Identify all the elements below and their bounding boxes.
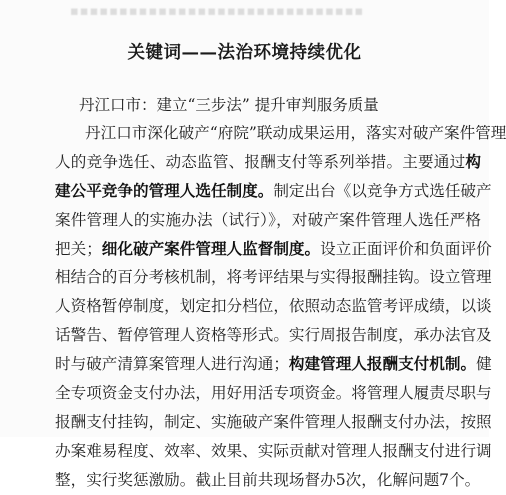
bleed-through-text: ▪▪▪▪▪▪▪▪▪▪▪▪▪▪▪▪▪▪▪▪▪▪▪▪▪▪▪▪▪▪ bbox=[70, 4, 365, 19]
body-text: 全专项资金支付办法，用好用活专项资金。将管理人履责尽职与 bbox=[55, 384, 492, 403]
paragraph-line bbox=[55, 466, 481, 495]
paragraph-line bbox=[55, 177, 492, 206]
body-text: 把关； bbox=[55, 239, 102, 258]
page-title: 关键词——法治环境持续优化 bbox=[127, 43, 362, 63]
paragraph-line bbox=[55, 292, 492, 321]
paragraph-line bbox=[55, 379, 492, 408]
body-paragraph bbox=[55, 119, 506, 495]
body-text: 整，实行奖惩激励。截止目前共现场督办5次，化解问题7个。 bbox=[55, 470, 481, 489]
body-text: 设立正面评价和负面评价 bbox=[320, 239, 492, 258]
body-text: 制定出台《以竞争方式选任破产 bbox=[273, 181, 492, 200]
body-text: 办案难易程度、效率、效果、实际贡献对管理人报酬支付进行调 bbox=[55, 441, 492, 460]
paragraph-line bbox=[55, 437, 492, 466]
paragraph-line bbox=[55, 321, 492, 350]
paragraph-line bbox=[55, 263, 492, 292]
emphasis-text: 构建管理人报酬支付机制。 bbox=[288, 354, 477, 374]
body-text: 人资格暂停制度，划定扣分档位，依照动态监管考评成绩，以谈 bbox=[55, 297, 492, 316]
body-text: 人的竞争选任、动态监管、报酬支付等系列举措。主要通过 bbox=[55, 152, 466, 171]
emphasis-text: 构 bbox=[465, 151, 481, 171]
paragraph-line bbox=[55, 148, 481, 177]
body-text: 话警告、暂停管理人资格等形式。实行周报告制度，承办法官及 bbox=[55, 326, 492, 345]
body-text: 健 bbox=[476, 355, 492, 374]
paragraph-line bbox=[55, 350, 492, 379]
body-text: 相结合的百分考核机制，将考评结果与实得报酬挂钩。设立管理 bbox=[55, 268, 492, 287]
body-text: 报酬支付挂钩，制定、实施破产案件管理人报酬支付办法，按照 bbox=[55, 412, 492, 431]
emphasis-text: 细化破产案件管理人监督制度。 bbox=[101, 238, 321, 258]
paragraph-line bbox=[55, 408, 492, 437]
body-text: 案件管理人的实施办法（试行）》，对破产案件管理人选任严格 bbox=[55, 210, 481, 229]
section-subtitle: 丹江口市：建立“三步法” 提升审判服务质量 bbox=[79, 96, 379, 114]
paragraph-line bbox=[55, 119, 506, 148]
emphasis-text: 建公平竞争的管理人选任制度。 bbox=[55, 180, 274, 200]
paragraph-line bbox=[55, 235, 492, 264]
body-text: 时与破产清算案管理人进行沟通； bbox=[55, 355, 289, 374]
body-text: 丹江口市深化破产“府院”联动成果运用，落实对破产案件管理 bbox=[85, 124, 506, 142]
paragraph-line bbox=[55, 206, 481, 235]
